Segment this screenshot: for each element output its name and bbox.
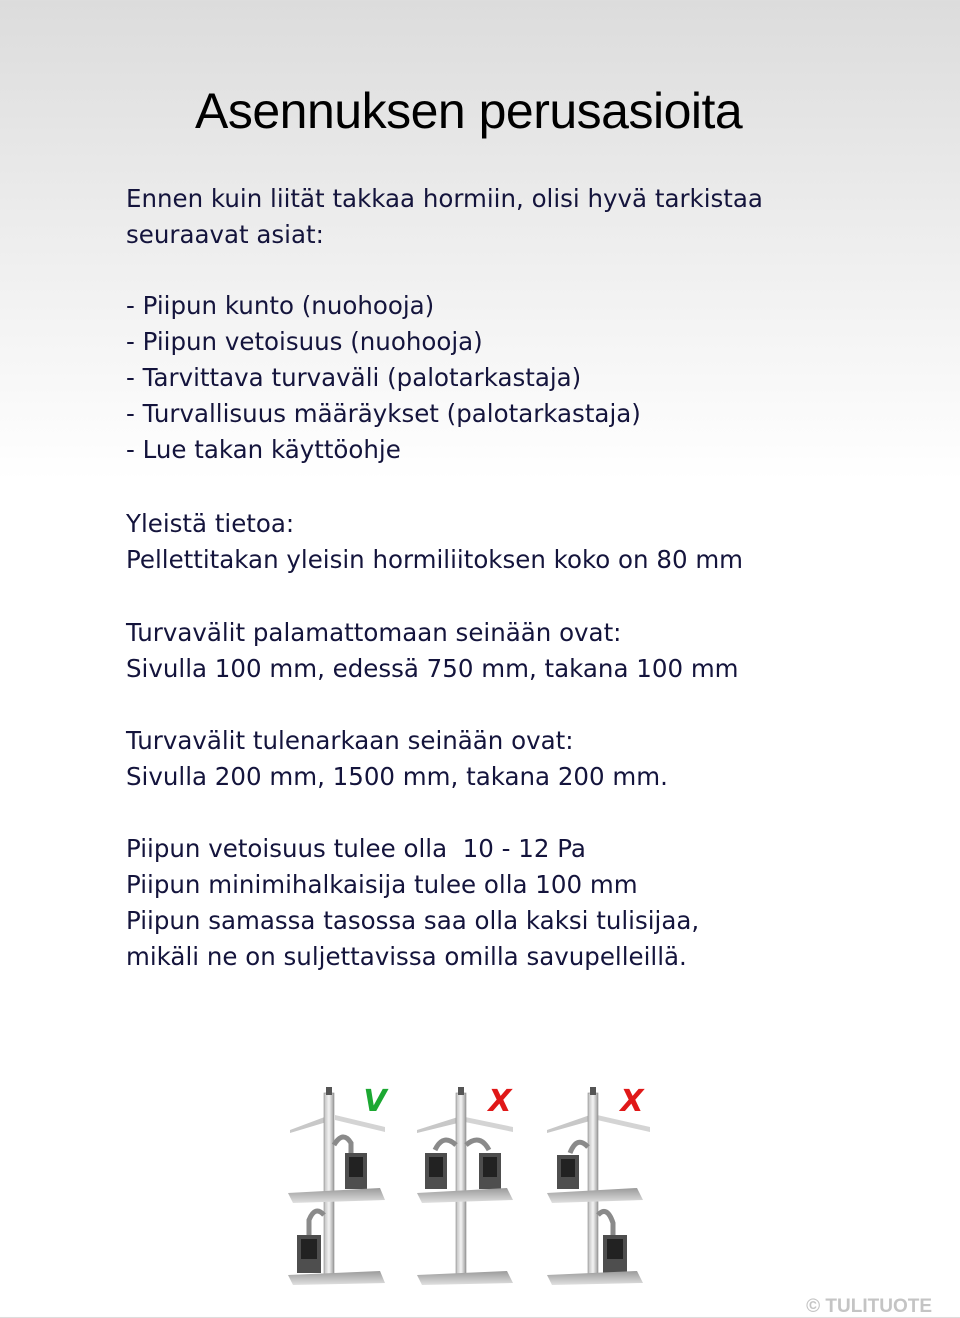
flammable-text: Sivulla 200 mm, 1500 mm, takana 200 mm.	[126, 762, 668, 791]
nonflammable-heading: Turvavälit palamattomaan seinään ovat:	[126, 618, 622, 647]
flammable-clearances	[126, 723, 668, 795]
cross-mark: X	[620, 1084, 644, 1119]
checklist-item: - Piipun kunto (nuohooja)	[126, 291, 435, 320]
flammable-heading: Turvavälit tulenarkaan seinään ovat:	[126, 726, 574, 755]
checklist-item: - Piipun vetoisuus (nuohooja)	[126, 327, 483, 356]
checklist	[126, 288, 641, 468]
checklist-item: - Tarvittava turvaväli (palotarkastaja)	[126, 363, 582, 392]
intro-line: seuraavat asiat:	[126, 220, 324, 249]
chimney-line: Piipun samassa tasossa saa olla kaksi tulisijaa,	[126, 906, 700, 935]
checklist-item: - Lue takan käyttöohje	[126, 435, 401, 464]
general-text: Pellettitakan yleisin hormiliitoksen koko on 80 mm	[126, 545, 744, 574]
nonflammable-clearances	[126, 615, 739, 687]
general-heading: Yleistä tietoa:	[126, 509, 295, 538]
installation-diagrams	[285, 1075, 665, 1285]
check-mark: V	[363, 1084, 387, 1119]
chimney-requirements	[126, 831, 699, 975]
cross-mark: X	[488, 1084, 512, 1119]
chimney-line: Piipun vetoisuus tulee olla 10 - 12 Pa	[126, 834, 586, 863]
chimney-line: Piipun minimihalkaisija tulee olla 100 mm	[126, 870, 638, 899]
checklist-item: - Turvallisuus määräykset (palotarkastaja)	[126, 399, 641, 428]
nonflammable-text: Sivulla 100 mm, edessä 750 mm, takana 100 mm	[126, 654, 739, 683]
copyright-footer: © TULITUOTE	[806, 1296, 932, 1317]
intro-line: Ennen kuin liität takkaa hormiin, olisi hyvä tarkistaa	[126, 184, 763, 213]
intro-section	[126, 181, 763, 253]
chimney-line: mikäli ne on suljettavissa omilla savupelleillä.	[126, 942, 687, 971]
page-title: Asennuksen perusasioita	[195, 83, 743, 139]
general-info	[126, 506, 743, 578]
